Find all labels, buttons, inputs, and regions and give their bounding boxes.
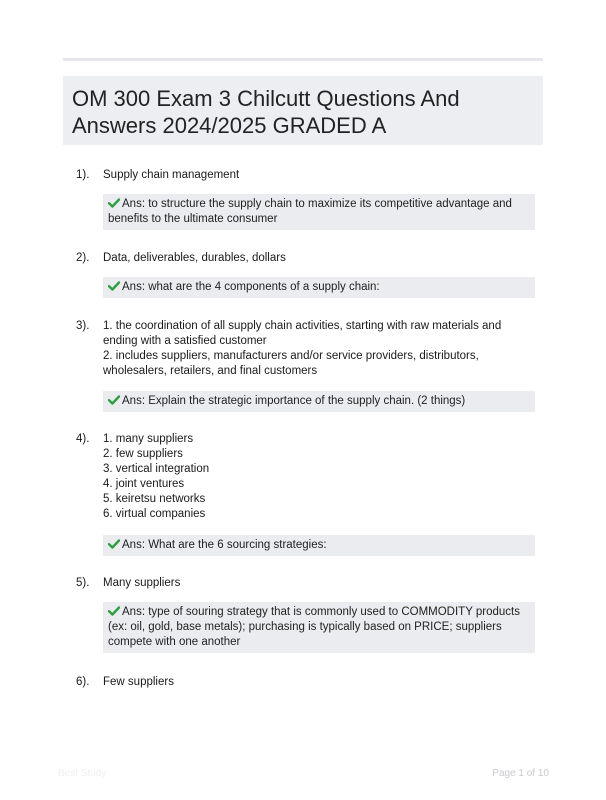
- question-line: 3. vertical integration: [103, 463, 210, 475]
- footer-watermark: Best Study: [58, 768, 107, 779]
- answer-box: [103, 194, 535, 230]
- question-line: 1. the coordination of all supply chain activities, starting with raw materials and ending with a satisfied customer: [103, 320, 502, 347]
- check-icon: [108, 281, 120, 291]
- answer-text: Ans: to structure the supply chain to maximize its competitive advantage and benefits to the ultimate consumer: [108, 198, 512, 225]
- question-line: 5. keiretsu networks: [103, 493, 206, 505]
- question-line: 4. joint ventures: [103, 478, 185, 490]
- question-line: 2. includes suppliers, manufacturers and/or service providers, distributors, wholesalers, retailers, and final customers: [103, 350, 479, 377]
- check-icon: [108, 198, 120, 208]
- answer-box: [103, 535, 535, 556]
- question-number: 5).: [76, 577, 90, 589]
- question-line: 6. virtual companies: [103, 508, 206, 520]
- question-number: 1).: [76, 169, 90, 181]
- check-icon: [108, 606, 120, 616]
- question-line: 1. many suppliers: [103, 433, 194, 445]
- question-text: [103, 319, 535, 379]
- document-title: OM 300 Exam 3 Chilcutt Questions And Answers 2024/2025 GRADED A: [72, 86, 460, 138]
- question-number: 2).: [76, 252, 90, 264]
- page-number: Page 1 of 10: [492, 768, 549, 779]
- question-text: [103, 432, 535, 522]
- answer-text: Ans: Explain the strategic importance of the supply chain. (2 things): [122, 395, 466, 407]
- answer-box: [103, 277, 535, 298]
- question-line: 2. few suppliers: [103, 448, 183, 460]
- answer-box: [103, 391, 535, 412]
- top-divider: [63, 58, 543, 61]
- check-icon: [108, 539, 120, 549]
- answer-text: Ans: type of souring strategy that is commonly used to COMMODITY products (ex: oil, gold, base metals); purchasing is typically based on PRICE; suppliers compete with one another: [108, 606, 520, 648]
- question-line: Many suppliers: [103, 577, 181, 589]
- question-text: [103, 251, 535, 266]
- question-line: Supply chain management: [103, 169, 240, 181]
- question-text: [103, 168, 535, 183]
- question-number: 4).: [76, 433, 90, 445]
- title-banner: [63, 76, 543, 145]
- question-text: [103, 675, 535, 690]
- question-line: Data, deliverables, durables, dollars: [103, 252, 286, 264]
- check-icon: [108, 395, 120, 405]
- answer-box: [103, 602, 535, 653]
- question-number: 3).: [76, 320, 90, 332]
- answer-text: Ans: What are the 6 sourcing strategies:: [122, 539, 327, 551]
- answer-text: Ans: what are the 4 components of a supply chain:: [122, 281, 380, 293]
- question-line: Few suppliers: [103, 676, 174, 688]
- question-text: [103, 576, 535, 591]
- question-number: 6).: [76, 676, 90, 688]
